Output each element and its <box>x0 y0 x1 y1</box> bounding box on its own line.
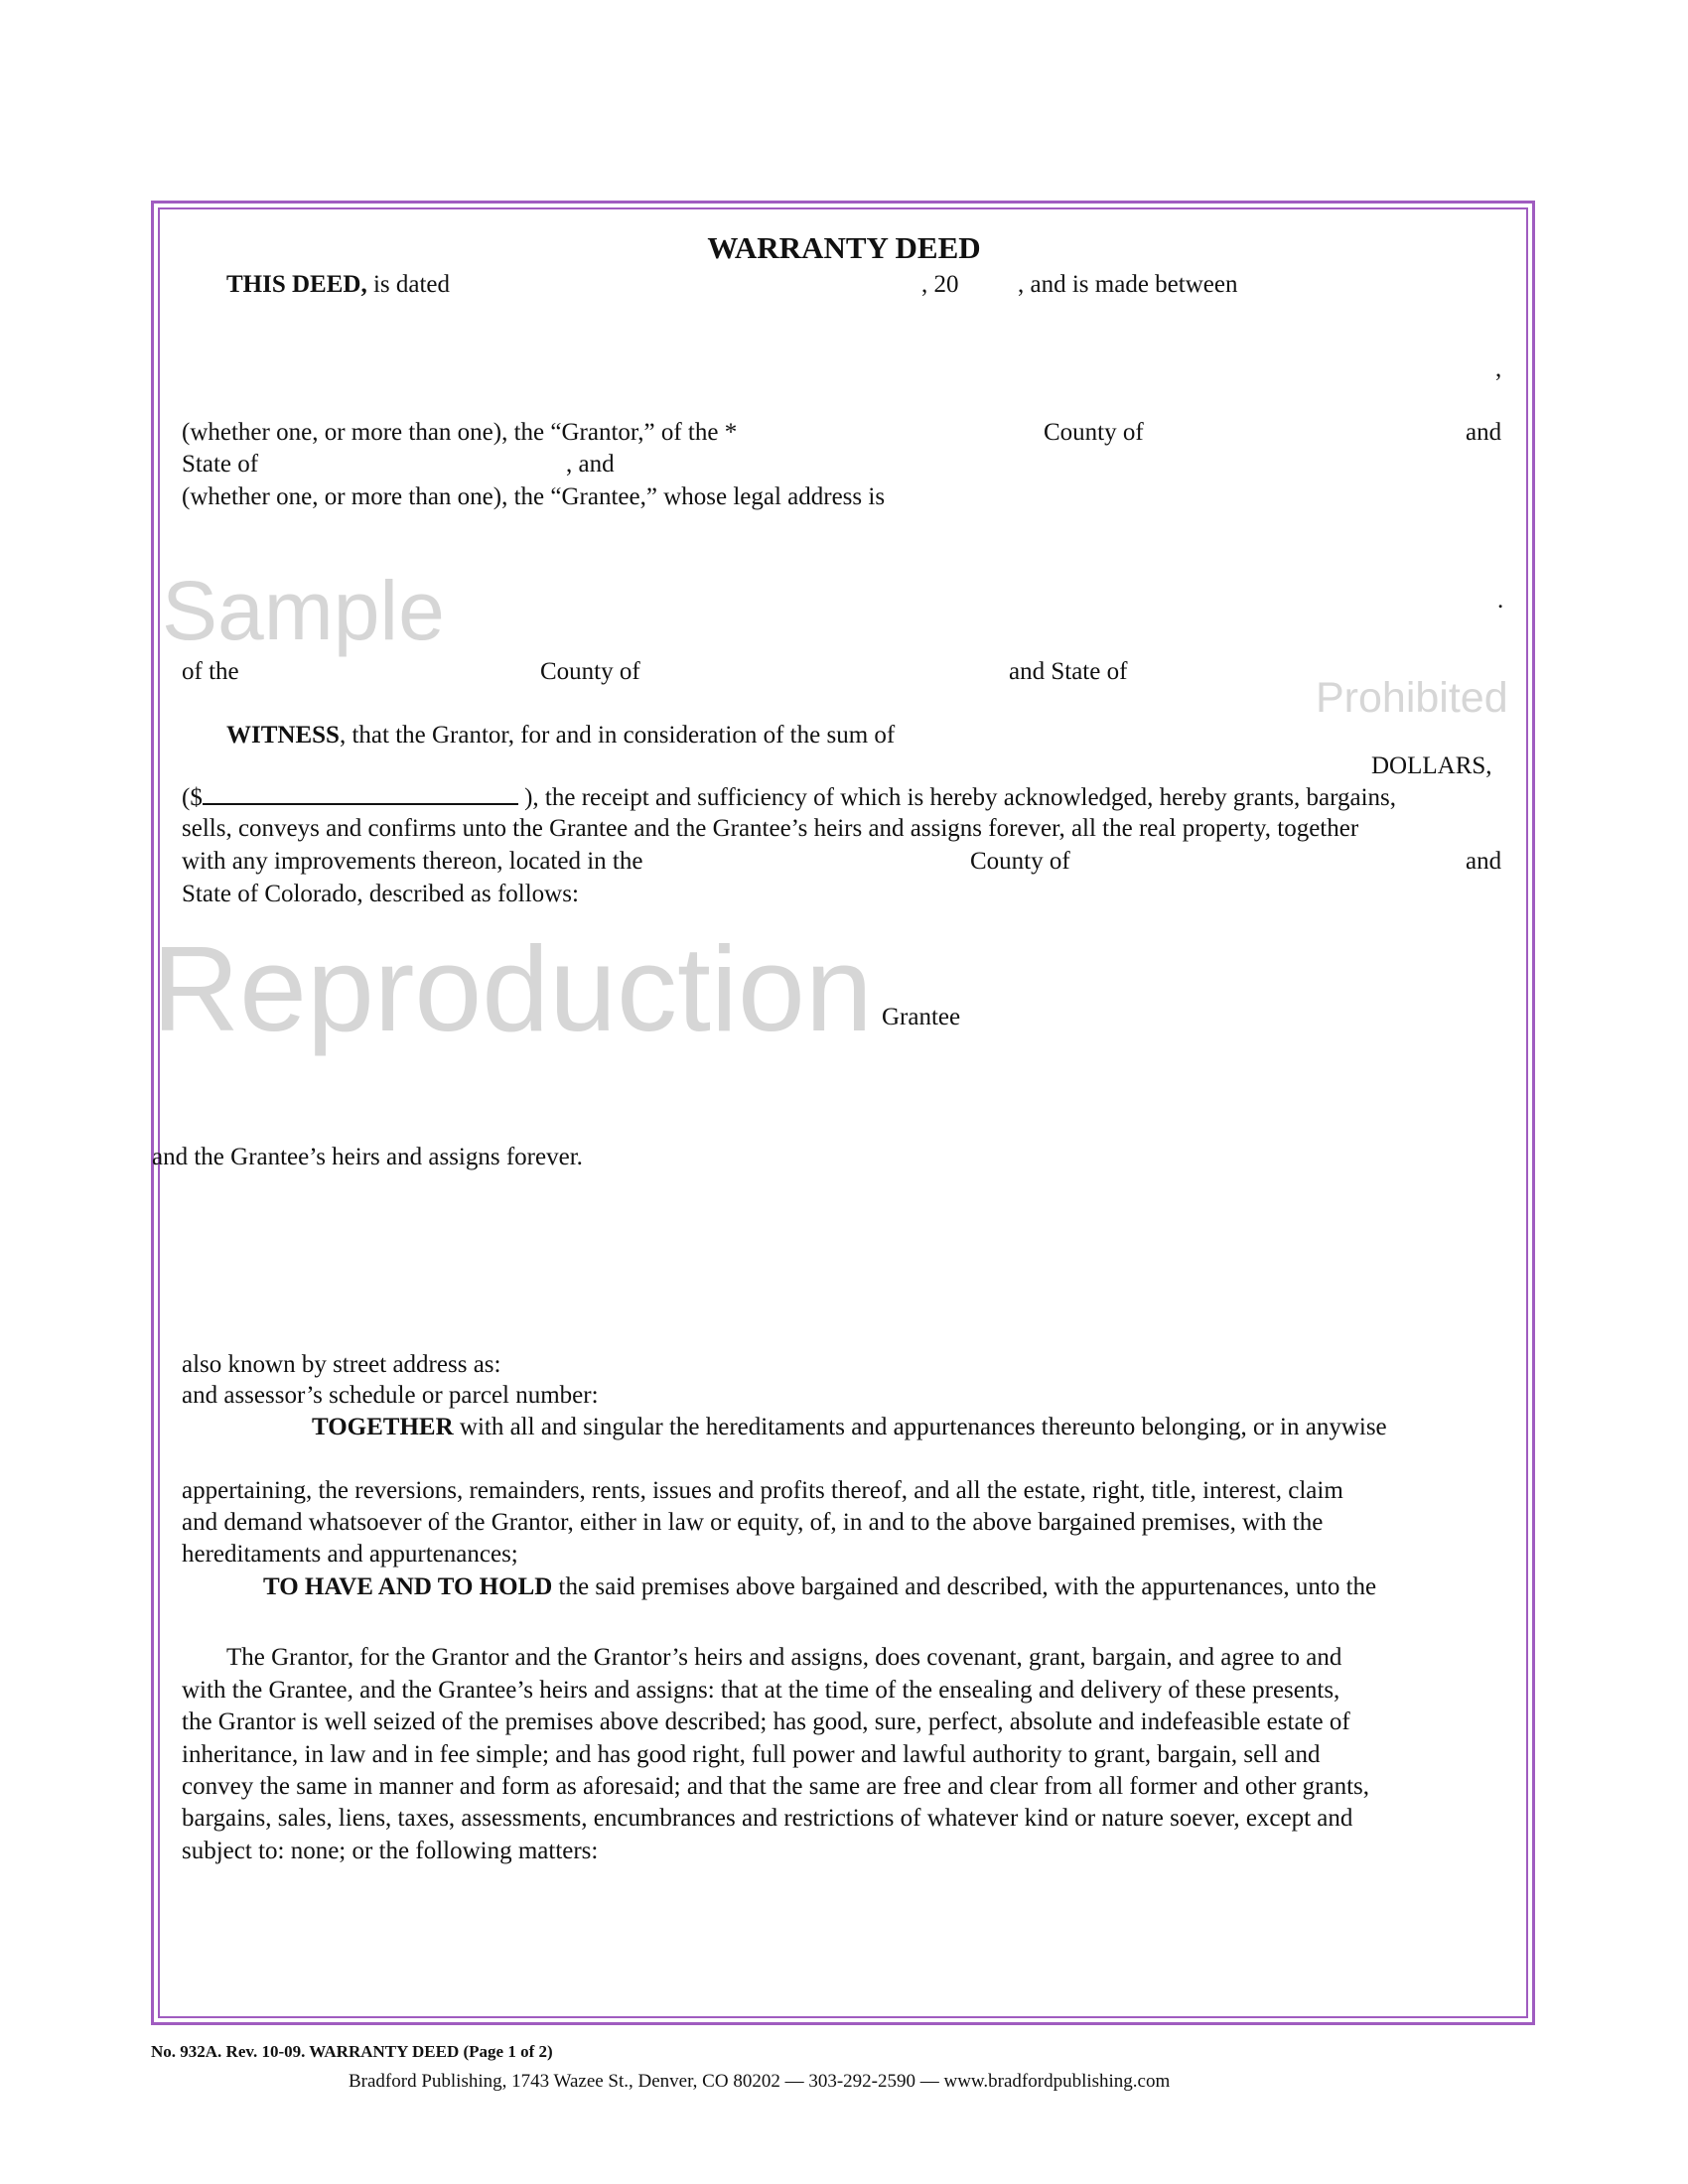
covenant-line-6: bargains, sales, liens, taxes, assessments, encumbrances and restrictions of whatever kind or nature soever, except and <box>182 1805 1353 1832</box>
witness-label: WITNESS <box>226 722 340 749</box>
and-state-of-label: and State of <box>1009 658 1128 685</box>
this-deed-label: THIS DEED, <box>226 271 367 298</box>
improvements-and-label: and <box>1466 848 1502 875</box>
witness-text: , that the Grantor, for and in consideration of the sum of <box>339 722 896 749</box>
dated-line <box>226 270 450 300</box>
covenant-line-3: the Grantor is well seized of the premises above described; has good, sure, perfect, absolute and indefeasible estate of <box>182 1708 1350 1735</box>
watermark-sample: Sample <box>162 564 445 657</box>
year-text: , 20 <box>921 271 959 298</box>
publisher-info: Bradford Publishing, 1743 Wazee St., Denver, CO 80202 — 303-292-2590 — www.bradfordpublishing.com <box>349 2071 1171 2092</box>
improvements-line: with any improvements thereon, located in the <box>182 848 643 875</box>
watermark-reproduction: Reproduction <box>152 921 873 1056</box>
document-title: WARRANTY DEED <box>707 230 981 265</box>
grantor-and-label: and <box>1466 419 1502 446</box>
amount-blank <box>203 781 518 805</box>
made-between-text: , and is made between <box>1018 271 1238 298</box>
to-have-line <box>263 1572 1376 1602</box>
state-of-label: State of <box>182 451 259 478</box>
dollar-sign: ($ <box>182 784 203 811</box>
grantor-line: (whether one, or more than one), the “Grantor,” of the * <box>182 419 738 446</box>
covenant-line-1: The Grantor, for the Grantor and the Grantor’s heirs and assigns, does covenant, grant, bargain, and agree to and <box>226 1644 1342 1671</box>
grantee-address-line: (whether one, or more than one), the “Grantee,” whose legal address is <box>182 483 886 510</box>
improvements-county-label: County of <box>970 848 1070 875</box>
covenant-line-5: convey the same in manner and form as aforesaid; and that the same are free and clear from all former and other grants, <box>182 1773 1370 1800</box>
grantor-county-label: County of <box>1044 419 1144 446</box>
is-dated-text: is dated <box>366 271 451 298</box>
covenant-line-4: inheritance, in law and in fee simple; and has good right, full power and lawful authority to grant, bargain, sell and <box>182 1741 1321 1768</box>
street-address-line: also known by street address as: <box>182 1351 501 1378</box>
heirs-line: and the Grantee’s heirs and assigns forever. <box>152 1144 583 1170</box>
together-text: with all and singular the hereditaments and appurtenances thereunto belonging, or in anywise <box>453 1414 1387 1440</box>
parcel-number-line: and assessor’s schedule or parcel number: <box>182 1382 599 1409</box>
period-mark: . <box>1497 587 1504 614</box>
appertaining-line-2: and demand whatsoever of the Grantor, either in law or equity, of, in and to the above bargained premises, with the <box>182 1509 1324 1536</box>
state-and-label: , and <box>566 451 615 478</box>
covenant-line-2: with the Grantee, and the Grantee’s heirs and assigns: that at the time of the ensealing and delivery of these presents, <box>182 1677 1340 1704</box>
receipt-line <box>182 781 1396 813</box>
appertaining-line-1: appertaining, the reversions, remainders, rents, issues and profits thereof, and all the estate, right, title, interest, claim <box>182 1477 1343 1504</box>
to-have-text: the said premises above bargained and described, with the appurtenances, unto the <box>552 1573 1377 1600</box>
together-label: TOGETHER <box>312 1414 454 1440</box>
to-have-label: TO HAVE AND TO HOLD <box>263 1573 553 1600</box>
grantee-word: Grantee <box>882 1004 961 1030</box>
witness-line <box>226 721 895 751</box>
of-the-county-label: County of <box>540 658 640 685</box>
comma-mark: , <box>1495 355 1502 382</box>
watermark-prohibited: Prohibited <box>1316 674 1508 722</box>
covenant-line-7: subject to: none; or the following matters: <box>182 1838 599 1864</box>
sells-line: sells, conveys and confirms unto the Grantee and the Grantee’s heirs and assigns forever, all the real property, together <box>182 815 1359 842</box>
together-line <box>312 1413 1387 1442</box>
of-the-label: of the <box>182 658 239 685</box>
dollars-label: DOLLARS, <box>1371 752 1492 779</box>
appertaining-line-3: hereditaments and appurtenances; <box>182 1541 518 1568</box>
form-number: No. 932A. Rev. 10-09. WARRANTY DEED (Page 1 of 2) <box>151 2042 553 2061</box>
colorado-line: State of Colorado, described as follows: <box>182 881 579 907</box>
receipt-text: ), the receipt and sufficiency of which is hereby acknowledged, hereby grants, bargains, <box>517 784 1397 811</box>
